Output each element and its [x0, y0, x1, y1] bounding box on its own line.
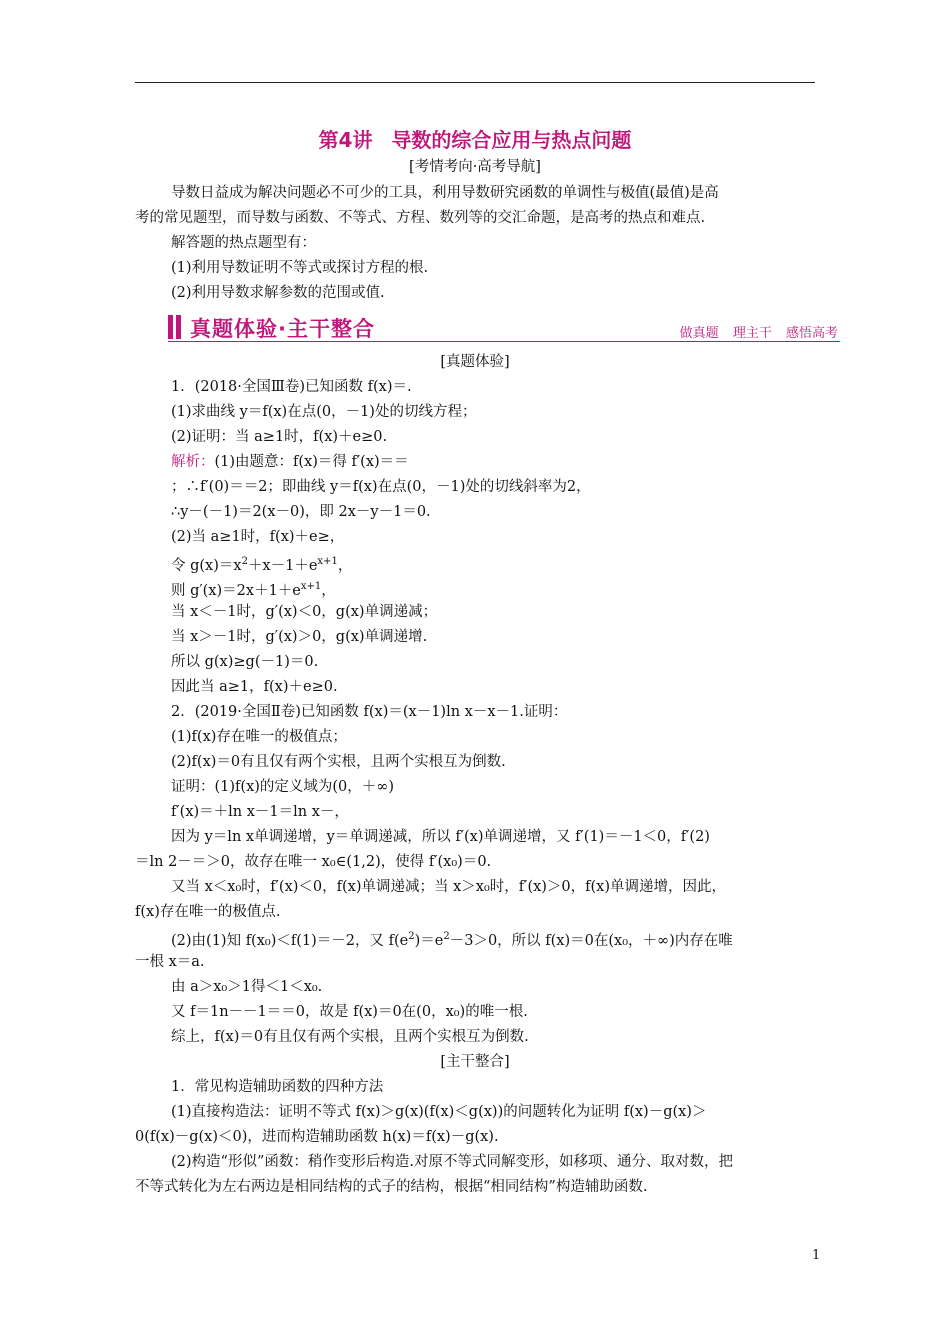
q1-part1: (1)求曲线 y＝f(x)在点(0，－1)处的切线方程；	[171, 404, 477, 420]
q1-solution-8: 当 x＞－1时，g′(x)＞0，g(x)单调递增.	[171, 629, 428, 645]
main-heading-1: 1．常见构造辅助函数的四种方法	[171, 1079, 384, 1095]
intro-item-1: (1)利用导数证明不等式或探讨方程的根.	[171, 260, 429, 276]
q1-solution-7: 当 x＜－1时，g′(x)＜0，g(x)单调递减；	[171, 604, 438, 620]
banner-bar-icon	[168, 315, 173, 339]
q1-solution-5	[171, 552, 352, 576]
q2-solution-3: 因为 y＝ln x单调递增，y＝单调递减，所以 f′(x)单调递增，又 f′(1)＝－1＜0，f′(2)	[171, 829, 710, 845]
q2-s7-sup1: 2	[408, 931, 415, 942]
main-method-1b: 0(f(x)－g(x)＜0)，进而构造辅助函数 h(x)＝f(x)－g(x).	[135, 1129, 499, 1145]
q2-solution-10: 又 f＝1n－－1＝＝0，故是 f(x)＝0在(0，x₀)的唯一根.	[171, 1004, 528, 1020]
q2-solution-2: f′(x)＝＋ln x－1＝ln x－，	[171, 804, 349, 820]
q2-solution-7	[171, 927, 733, 951]
banner-tag-2: 理主干	[732, 326, 772, 341]
main-method-2b: 不等式转化为左右两边是相同结构的式子的结构，根据“相同结构”构造辅助函数.	[135, 1179, 648, 1195]
q2-s7-c: )＝e	[414, 933, 444, 949]
q1-solution-9: 所以 g(x)≥g(－1)＝0.	[171, 654, 319, 670]
q1-part2: (2)证明：当 a≥1时，f(x)＋e≥0.	[171, 429, 388, 445]
lesson-name: 导数的综合应用与热点问题	[391, 128, 632, 152]
q2-solution-5: 又当 x＜x₀时，f′(x)＜0，f(x)单调递减；当 x＞x₀时，f′(x)＞0，f(x)单调递增，因此，	[171, 879, 727, 895]
q2-solution-8: 一根 x＝a.	[135, 954, 205, 970]
analysis-label: 解析：	[171, 454, 215, 470]
main-method-2a: (2)构造“形似”函数：稍作变形后构造.对原不等式同解变形，如移项、通分、取对数，把	[171, 1154, 733, 1170]
q1-solution-1	[171, 452, 409, 472]
main-method-1a: (1)直接构造法：证明不等式 f(x)＞g(x)(f(x)＜g(x))的问题转化为证明 f(x)－g(x)＞	[171, 1104, 707, 1120]
intro-item-2: (2)利用导数求解参数的范围或值.	[171, 285, 385, 301]
q2-s7-a: (2)由(1)知 f(x₀)＜f(1)＝－2，又 f(e	[171, 933, 409, 949]
q2-solution-9: 由 a＞x₀＞1得＜1＜x₀.	[171, 979, 323, 995]
q1-s5-a: 令 g(x)＝x	[171, 558, 242, 574]
banner-underline	[168, 341, 840, 342]
q1-s6-sup: x+1	[300, 581, 322, 592]
q1-s5-sup2: x+1	[317, 556, 338, 567]
q1-solution-6	[171, 577, 336, 601]
q1-s5-sup1: 2	[241, 556, 248, 567]
q1-s5-c: ＋x－1＋e	[247, 558, 318, 574]
q1-s6-c: ，	[321, 583, 336, 599]
intro-paragraph-2: 解答题的热点题型有：	[171, 235, 316, 251]
q2-stem: 2．(2019·全国Ⅱ卷)已知函数 f(x)＝(x－1)ln x－x－1.证明：	[171, 704, 568, 720]
page-number: 1	[812, 1248, 821, 1263]
q2-s7-sup2: 2	[443, 931, 450, 942]
q2-solution-6: f(x)存在唯一的极值点.	[135, 904, 281, 920]
q1-stem: 1．(2018·全国Ⅲ卷)已知函数 f(x)＝.	[171, 379, 412, 395]
q2-part1: (1)f(x)存在唯一的极值点；	[171, 729, 347, 745]
q1-s6-a: 则 g′(x)＝2x＋1＋e	[171, 583, 301, 599]
intro-paragraph-1a: 导数日益成为解决问题必不可少的工具，利用导数研究函数的单调性与极值(最值)是高	[171, 185, 719, 201]
banner-tags	[670, 322, 838, 341]
guide-heading: [考情考向·高考导航]	[409, 159, 541, 175]
q1-s5-e: ，	[337, 558, 353, 574]
q1-solution-4: (2)当 a≥1时，f(x)＋e≥，	[171, 529, 345, 545]
q1-solution-1-text: (1)由题意：f(x)＝得 f′(x)＝＝	[214, 454, 409, 470]
section-banner	[168, 313, 840, 343]
lesson-number: 第4讲	[318, 128, 373, 152]
q2-solution-4: ＝ln 2－＝＞0，故存在唯一 x₀∈(1,2)，使得 f′(x₀)＝0.	[135, 854, 492, 870]
q2-solution-1: 证明：(1)f(x)的定义域为(0，＋∞)	[171, 779, 395, 795]
banner-bar-icon-2	[176, 315, 181, 339]
q1-solution-3: ∴y－(－1)＝2(x－0)，即 2x－y－1＝0.	[171, 504, 431, 520]
header-rule	[135, 82, 815, 83]
q1-solution-2: ；∴f′(0)＝＝2；即曲线 y＝f(x)在点(0，－1)处的切线斜率为2，	[171, 479, 591, 495]
lesson-title	[0, 124, 950, 153]
q2-solution-11: 综上，f(x)＝0有且仅有两个实根，且两个实根互为倒数.	[171, 1029, 529, 1045]
banner-tag-1: 做真题	[679, 326, 719, 341]
intro-paragraph-1b: 考的常见题型，而导数与函数、不等式、方程、数列等的交汇命题，是高考的热点和难点.	[135, 210, 706, 226]
q1-solution-10: 因此当 a≥1，f(x)＋e≥0.	[171, 679, 338, 695]
banner-title: 真题体验·主干整合	[190, 317, 375, 341]
section2-heading: [主干整合]	[440, 1054, 510, 1070]
banner-tag-3: 感悟高考	[785, 326, 838, 341]
section1-heading: [真题体验]	[440, 354, 510, 370]
q2-part2: (2)f(x)＝0有且仅有两个实根，且两个实根互为倒数.	[171, 754, 506, 770]
q2-s7-e: －3＞0，所以 f(x)＝0在(x₀，＋∞)内存在唯	[449, 933, 733, 949]
